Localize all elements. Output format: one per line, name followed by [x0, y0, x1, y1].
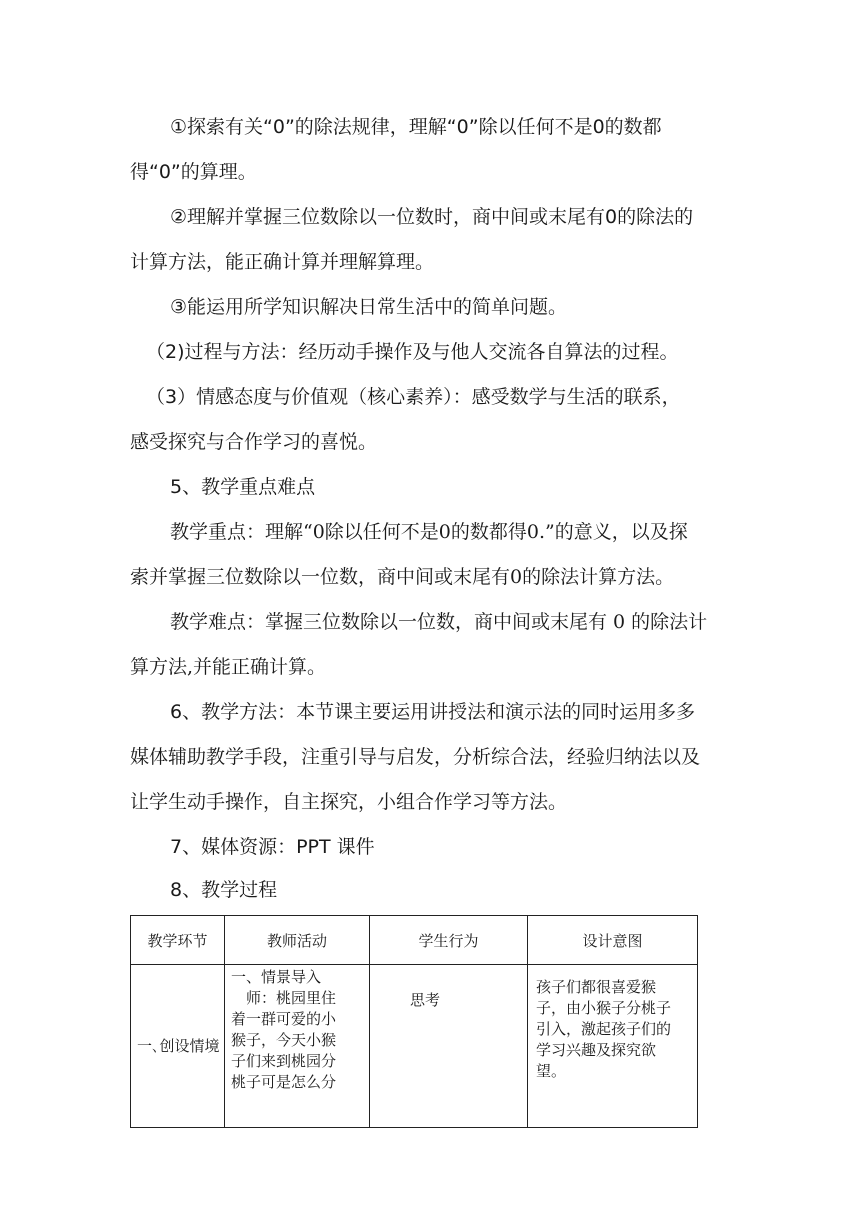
header-design-intent: 设计意图: [528, 916, 698, 965]
design-line: 学习兴趣及探究欲: [536, 1041, 657, 1059]
section-5-heading: 5、教学重点难点: [170, 476, 316, 498]
objective-2-line-2: 计算方法，能正确计算并理解算理。: [130, 251, 435, 273]
section-6-line-1: 6、教学方法：本节课主要运用讲授法和演示法的同时运用多多: [170, 701, 696, 723]
objective-2-line-1: ②理解并掌握三位数除以一位数时，商中间或末尾有0的除法的: [170, 206, 694, 228]
teacher-line: 子们来到桃园分: [231, 1052, 337, 1070]
objective-1-line-2: 得“0”的算理。: [130, 161, 257, 183]
teacher-line: 师：桃园里住: [231, 989, 337, 1007]
objective-3: ③能运用所学知识解决日常生活中的简单问题。: [170, 296, 568, 318]
section-6-line-2: 媒体辅助教学手段，注重引导与启发，分析综合法，经验归纳法以及: [130, 746, 701, 768]
key-point-line-2: 索并掌握三位数除以一位数，商中间或末尾有0的除法计算方法。: [130, 566, 675, 588]
cell-design-intent: [528, 965, 698, 1128]
header-student-behavior: 学生行为: [370, 916, 528, 965]
table-row: [131, 965, 698, 1128]
process-method: （2)过程与方法：经历动手操作及与他人交流各自算法的过程。: [146, 341, 679, 363]
emotion-line-1: （3）情感态度与价值观（核心素养）：感受数学与生活的联系，: [146, 386, 681, 408]
teacher-line: 着一群可爱的小: [231, 1010, 337, 1028]
design-line: 孩子们都很喜爱猴: [536, 978, 657, 996]
design-line: 望。: [536, 1062, 567, 1080]
objective-1-line-1: ①探索有关“0”的除法规律，理解“0”除以任何不是0的数都: [170, 116, 662, 138]
section-8-heading: 8、教学过程: [170, 879, 278, 901]
design-line: 子，由小猴子分桃子: [536, 999, 672, 1017]
teacher-line: 桃子可是怎么分: [231, 1073, 337, 1091]
design-line: 引入，激起孩子们的: [536, 1020, 672, 1038]
key-point-line-1: 教学重点：理解“0除以任何不是0的数都得0.”的意义，以及探: [170, 521, 688, 543]
difficulty-line-2: 算方法,并能正确计算。: [130, 656, 327, 678]
teaching-process-table: [130, 915, 698, 1128]
section-6-line-3: 让学生动手操作，自主探究，小组合作学习等方法。: [130, 791, 568, 813]
difficulty-line-1: 教学难点：掌握三位数除以一位数，商中间或末尾有 0 的除法计: [170, 611, 708, 633]
cell-teacher-activity: [225, 965, 370, 1128]
cell-stage: 一､创设情境: [131, 965, 225, 1128]
cell-student-behavior: 思考: [370, 965, 528, 1128]
teacher-line: 猴子，今天小猴: [231, 1031, 337, 1049]
header-teacher-activity: 教师活动: [225, 916, 370, 965]
header-stage: 教学环节: [131, 916, 225, 965]
teacher-line: 一、情景导入: [231, 968, 322, 986]
emotion-line-2: 感受探究与合作学习的喜悦。: [130, 431, 378, 453]
table-header-row: [131, 916, 698, 965]
section-7-media: 7、媒体资源：PPT 课件: [170, 836, 375, 858]
